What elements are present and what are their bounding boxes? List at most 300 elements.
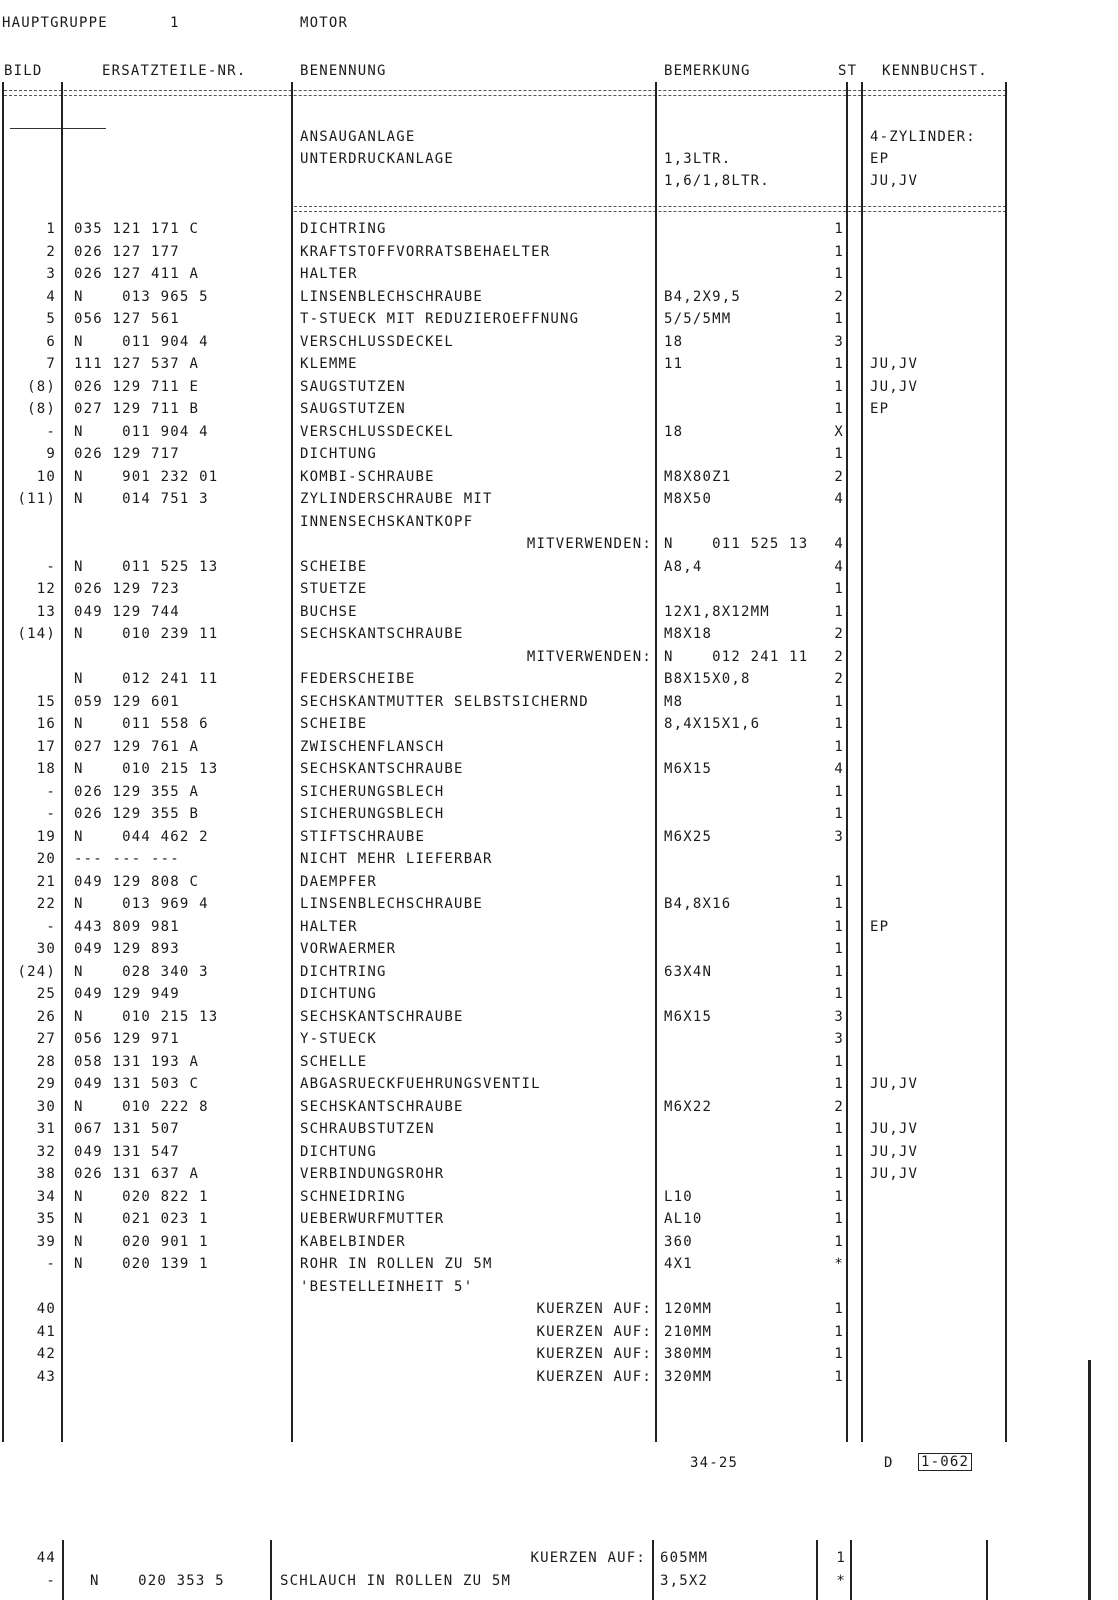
group-label: HAUPTGRUPPE bbox=[2, 15, 108, 31]
cell-benennung: INNENSECHSKANTKOPF bbox=[300, 513, 474, 530]
cell-benennung: KLEMME bbox=[300, 356, 358, 372]
cell-part-number: N 010 215 13 bbox=[74, 761, 219, 777]
cell-quantity: 1 bbox=[834, 1211, 844, 1227]
cell-bild: - bbox=[46, 783, 56, 800]
cell-bild: - bbox=[46, 918, 56, 935]
cell-bild: 38 bbox=[36, 1166, 56, 1182]
cell-bild: 30 bbox=[36, 1098, 56, 1115]
cell-benennung: HALTER bbox=[300, 266, 358, 282]
table-row bbox=[0, 1300, 1010, 1322]
cell-benennung: T-STUECK MIT REDUZIEROEFFNUNG bbox=[300, 311, 580, 327]
cell-bemerkung: M6X25 bbox=[664, 828, 713, 845]
cell-benennung: KUERZEN AUF: bbox=[536, 1346, 652, 1362]
cell-benennung: DICHTUNG bbox=[300, 986, 378, 1002]
cell-benennung: LINSENBLECHSCHRAUBE bbox=[300, 896, 483, 912]
cell-benennung: SICHERUNGSBLECH bbox=[300, 806, 445, 822]
cell-benennung: DAEMPFER bbox=[300, 873, 378, 890]
column-header-st: ST bbox=[838, 63, 858, 79]
cell-bemerkung: M6X15 bbox=[664, 1008, 713, 1025]
cell-quantity: X bbox=[834, 423, 844, 440]
cell-bemerkung: M8X18 bbox=[664, 626, 713, 642]
cell-kennbuchst: JU,JV bbox=[870, 1143, 919, 1160]
cell-bemerkung: 18 bbox=[664, 333, 684, 350]
table-row bbox=[0, 580, 1010, 602]
cell-bemerkung: 18 bbox=[664, 423, 684, 440]
cell-bild: 26 bbox=[36, 1008, 56, 1025]
cell-benennung: FEDERSCHEIBE bbox=[300, 671, 416, 687]
cell-quantity: 3 bbox=[834, 333, 844, 350]
cell-bild: 27 bbox=[36, 1031, 56, 1047]
cell-kennbuchst: JU,JV bbox=[870, 1121, 919, 1137]
cell-benennung: DICHTRING bbox=[300, 963, 387, 980]
column-header-benennung: BENENNUNG bbox=[300, 63, 387, 79]
cell-bemerkung: 380MM bbox=[664, 1346, 713, 1362]
cell-quantity: 1 bbox=[834, 941, 844, 957]
table-row bbox=[0, 288, 1010, 310]
group-number: 1 bbox=[170, 15, 180, 31]
cell-quantity: 1 bbox=[834, 1323, 844, 1340]
cell-quantity: 1 bbox=[834, 693, 844, 710]
table-row bbox=[0, 1210, 1010, 1232]
cell-bemerkung: M6X15 bbox=[664, 761, 713, 777]
cell-part-number: N 020 139 1 bbox=[74, 1256, 209, 1272]
table-row bbox=[0, 985, 1010, 1007]
cell-bild: 31 bbox=[36, 1121, 56, 1137]
cell-bild: 13 bbox=[36, 603, 56, 620]
cell-quantity: 2 bbox=[834, 468, 844, 485]
cell-part-number: 027 129 761 A bbox=[74, 738, 200, 755]
table-row bbox=[0, 1030, 1010, 1052]
cell-quantity: 1 bbox=[834, 896, 844, 912]
cell-benennung: 'BESTELLEINHEIT 5' bbox=[300, 1278, 474, 1295]
cell-benennung: MITVERWENDEN: bbox=[526, 536, 652, 552]
section-tick-line bbox=[10, 128, 106, 129]
cell-quantity: 1 bbox=[834, 266, 844, 282]
table-row bbox=[0, 468, 1010, 490]
cell-part-number: N 011 904 4 bbox=[74, 333, 209, 350]
cell-bemerkung: 360 bbox=[664, 1233, 693, 1250]
cell-quantity: 1 bbox=[834, 1166, 844, 1182]
cell-bemerkung: A8,4 bbox=[664, 558, 703, 575]
language-code: D bbox=[884, 1455, 894, 1471]
cell-bemerkung: 605MM bbox=[660, 1550, 709, 1566]
table-row bbox=[0, 535, 1010, 557]
cell-part-number: N 010 215 13 bbox=[74, 1008, 219, 1025]
cell-bemerkung: 120MM bbox=[664, 1301, 713, 1317]
cell-part-number: 026 131 637 A bbox=[74, 1166, 200, 1182]
section-title-2: UNTERDRUCKANLAGE bbox=[300, 151, 455, 167]
section-double-rule bbox=[294, 206, 1006, 212]
cell-part-number: 026 129 355 B bbox=[74, 806, 200, 822]
cell-kennbuchst: JU,JV bbox=[870, 378, 919, 395]
cell-benennung: LINSENBLECHSCHRAUBE bbox=[300, 288, 483, 305]
cell-part-number: 443 809 981 bbox=[74, 918, 180, 935]
table-row bbox=[0, 1233, 1010, 1255]
cell-part-number: 035 121 171 C bbox=[74, 221, 200, 237]
cell-quantity: 3 bbox=[834, 828, 844, 845]
cell-quantity: 1 bbox=[834, 378, 844, 395]
section-title-1: ANSAUGANLAGE bbox=[300, 129, 416, 145]
table-row bbox=[0, 1572, 1010, 1594]
table-row bbox=[0, 918, 1010, 940]
cell-bild: 21 bbox=[36, 873, 56, 890]
cell-benennung: KUERZEN AUF: bbox=[536, 1368, 652, 1385]
cell-part-number: 049 131 503 C bbox=[74, 1076, 200, 1092]
cell-benennung: SCHEIBE bbox=[300, 716, 368, 732]
cell-bild: 32 bbox=[36, 1143, 56, 1160]
cell-quantity: 1 bbox=[834, 1053, 844, 1070]
cell-part-number: 049 129 949 bbox=[74, 986, 180, 1002]
cell-bemerkung: M8X50 bbox=[664, 491, 713, 507]
cell-benennung: KUERZEN AUF: bbox=[530, 1550, 646, 1566]
cell-part-number: N 901 232 01 bbox=[74, 468, 219, 485]
group-name: MOTOR bbox=[300, 15, 349, 31]
cell-bild: 34 bbox=[36, 1188, 56, 1205]
cell-benennung: Y-STUECK bbox=[300, 1031, 378, 1047]
cell-bild: 17 bbox=[36, 738, 56, 755]
cell-part-number: 049 129 893 bbox=[74, 941, 180, 957]
cell-part-number: 049 131 547 bbox=[74, 1143, 180, 1160]
column-header-bemerkung: BEMERKUNG bbox=[664, 63, 751, 79]
cell-part-number: N 020 822 1 bbox=[74, 1188, 209, 1205]
cell-part-number: N 021 023 1 bbox=[74, 1211, 209, 1227]
cell-benennung: KUERZEN AUF: bbox=[536, 1301, 652, 1317]
cell-bild: 35 bbox=[36, 1211, 56, 1227]
cell-part-number: 026 129 355 A bbox=[74, 783, 200, 800]
cell-bild: (14) bbox=[17, 626, 56, 642]
cell-part-number: 026 129 711 E bbox=[74, 378, 200, 395]
cell-part-number: 026 129 723 bbox=[74, 581, 180, 597]
cell-benennung: BUCHSE bbox=[300, 603, 358, 620]
cell-quantity: 2 bbox=[834, 648, 844, 665]
table-row bbox=[0, 1278, 1010, 1300]
section-remark-1: 1,3LTR. bbox=[664, 151, 732, 167]
cell-benennung: SCHRAUBSTUTZEN bbox=[300, 1121, 435, 1137]
cell-quantity: 1 bbox=[834, 243, 844, 260]
cell-benennung: SECHSKANTSCHRAUBE bbox=[300, 1098, 464, 1115]
cell-quantity: 1 bbox=[834, 986, 844, 1002]
cell-benennung: ZYLINDERSCHRAUBE MIT bbox=[300, 491, 493, 507]
cell-bemerkung: AL10 bbox=[664, 1211, 703, 1227]
table-row bbox=[0, 625, 1010, 647]
cell-benennung: SECHSKANTMUTTER SELBSTSICHERND bbox=[300, 693, 589, 710]
table-row bbox=[0, 693, 1010, 715]
cell-bild: 18 bbox=[36, 761, 56, 777]
cell-bild: 1 bbox=[46, 221, 56, 237]
cell-benennung: SCHELLE bbox=[300, 1053, 368, 1070]
table-row bbox=[0, 1255, 1010, 1277]
section-code-1: 4-ZYLINDER: bbox=[870, 129, 976, 145]
cell-benennung: DICHTUNG bbox=[300, 1143, 378, 1160]
cell-quantity: 4 bbox=[834, 558, 844, 575]
cell-benennung: VORWAERMER bbox=[300, 941, 397, 957]
cell-bemerkung: 8,4X15X1,6 bbox=[664, 716, 761, 732]
cell-part-number: 026 127 411 A bbox=[74, 266, 200, 282]
cell-benennung: SCHNEIDRING bbox=[300, 1188, 406, 1205]
table-row bbox=[0, 1098, 1010, 1120]
cell-benennung: VERSCHLUSSDECKEL bbox=[300, 333, 455, 350]
cell-quantity: * bbox=[836, 1572, 846, 1589]
cell-quantity: 1 bbox=[834, 603, 844, 620]
cell-bemerkung: M8 bbox=[664, 693, 684, 710]
cell-bild: 12 bbox=[36, 581, 56, 597]
cell-quantity: 1 bbox=[834, 1121, 844, 1137]
table-row bbox=[0, 490, 1010, 512]
table-row bbox=[0, 445, 1010, 467]
table-row bbox=[0, 1008, 1010, 1030]
cell-benennung: KABELBINDER bbox=[300, 1233, 406, 1250]
cell-benennung: SECHSKANTSCHRAUBE bbox=[300, 761, 464, 777]
cell-bild: 15 bbox=[36, 693, 56, 710]
cell-bemerkung: 5/5/5MM bbox=[664, 311, 732, 327]
cell-benennung: MITVERWENDEN: bbox=[526, 648, 652, 665]
cell-benennung: ZWISCHENFLANSCH bbox=[300, 738, 445, 755]
section-code-2: EP bbox=[870, 151, 890, 167]
cell-quantity: 1 bbox=[834, 806, 844, 822]
cell-part-number: N 010 222 8 bbox=[74, 1098, 209, 1115]
cell-part-number: N 028 340 3 bbox=[74, 963, 209, 980]
cell-bild: 10 bbox=[36, 468, 56, 485]
cell-benennung: DICHTRING bbox=[300, 221, 387, 237]
cell-bild: - bbox=[46, 806, 56, 822]
cell-benennung: SAUGSTUTZEN bbox=[300, 401, 406, 417]
cell-bild: - bbox=[46, 558, 56, 575]
table-row bbox=[0, 940, 1010, 962]
cell-part-number: 056 129 971 bbox=[74, 1031, 180, 1047]
cell-bemerkung: 4X1 bbox=[664, 1256, 693, 1272]
cell-quantity: 1 bbox=[834, 311, 844, 327]
cell-benennung: SAUGSTUTZEN bbox=[300, 378, 406, 395]
table-row bbox=[0, 963, 1010, 985]
cell-bemerkung: L10 bbox=[664, 1188, 693, 1205]
cell-benennung: SCHEIBE bbox=[300, 558, 368, 575]
cell-benennung: KRAFTSTOFFVORRATSBEHAELTER bbox=[300, 243, 551, 260]
table-row bbox=[0, 243, 1010, 265]
table-row bbox=[0, 378, 1010, 400]
cell-bemerkung: 320MM bbox=[664, 1368, 713, 1385]
table-row bbox=[0, 1368, 1010, 1390]
cell-benennung: SICHERUNGSBLECH bbox=[300, 783, 445, 800]
table-row bbox=[0, 670, 1010, 692]
cell-kennbuchst: JU,JV bbox=[870, 1166, 919, 1182]
cell-bemerkung: B8X15X0,8 bbox=[664, 671, 751, 687]
column-header-kennbuchst: KENNBUCHST. bbox=[882, 63, 988, 79]
cell-quantity: 2 bbox=[834, 671, 844, 687]
cell-quantity: 2 bbox=[834, 1098, 844, 1115]
cell-benennung: VERBINDUNGSROHR bbox=[300, 1166, 445, 1182]
cell-bild: 22 bbox=[36, 896, 56, 912]
cell-bild: 40 bbox=[36, 1301, 56, 1317]
cell-bemerkung: 12X1,8X12MM bbox=[664, 603, 770, 620]
cell-quantity: 3 bbox=[834, 1031, 844, 1047]
table-row bbox=[0, 783, 1010, 805]
table-row bbox=[0, 513, 1010, 535]
cell-benennung: SECHSKANTSCHRAUBE bbox=[300, 1008, 464, 1025]
table-row bbox=[0, 1323, 1010, 1345]
cell-part-number: 058 131 193 A bbox=[74, 1053, 200, 1070]
cell-benennung: VERSCHLUSSDECKEL bbox=[300, 423, 455, 440]
cell-quantity: 1 bbox=[834, 1233, 844, 1250]
cell-bemerkung: B4,8X16 bbox=[664, 896, 732, 912]
table-row bbox=[0, 828, 1010, 850]
cell-bemerkung: N 011 525 13 bbox=[664, 536, 809, 552]
cell-bemerkung: N 012 241 11 bbox=[664, 648, 809, 665]
cell-bemerkung: 63X4N bbox=[664, 963, 713, 980]
table-row bbox=[0, 355, 1010, 377]
cell-part-number: N 013 965 5 bbox=[74, 288, 209, 305]
cell-bild: 19 bbox=[36, 828, 56, 845]
cell-benennung: KUERZEN AUF: bbox=[536, 1323, 652, 1340]
cell-part-number: 026 127 177 bbox=[74, 243, 180, 260]
cell-part-number: N 014 751 3 bbox=[74, 491, 209, 507]
cell-bild: - bbox=[46, 423, 56, 440]
cell-quantity: 1 bbox=[834, 1346, 844, 1362]
table-row bbox=[0, 423, 1010, 445]
cell-part-number: N 044 462 2 bbox=[74, 828, 209, 845]
cell-benennung: STIFTSCHRAUBE bbox=[300, 828, 426, 845]
cell-part-number: N 010 239 11 bbox=[74, 626, 219, 642]
table-row bbox=[0, 805, 1010, 827]
cell-part-number: 049 129 808 C bbox=[74, 873, 200, 890]
cell-bild: - bbox=[46, 1572, 56, 1589]
cell-part-number: N 011 558 6 bbox=[74, 716, 209, 732]
cell-quantity: * bbox=[834, 1256, 844, 1272]
cell-benennung: ABGASRUECKFUEHRUNGSVENTIL bbox=[300, 1076, 541, 1092]
cell-quantity: 4 bbox=[834, 761, 844, 777]
cell-bild: 5 bbox=[46, 311, 56, 327]
cell-quantity: 3 bbox=[834, 1008, 844, 1025]
cell-part-number: 059 129 601 bbox=[74, 693, 180, 710]
cell-bemerkung: 11 bbox=[664, 356, 684, 372]
cell-bild: 4 bbox=[46, 288, 56, 305]
cell-quantity: 2 bbox=[834, 288, 844, 305]
table-row bbox=[0, 333, 1010, 355]
cell-bild: 3 bbox=[46, 266, 56, 282]
table-row bbox=[0, 265, 1010, 287]
cell-quantity: 1 bbox=[834, 1076, 844, 1092]
cell-bild: 30 bbox=[36, 941, 56, 957]
cell-part-number: 067 131 507 bbox=[74, 1121, 180, 1137]
cell-quantity: 1 bbox=[834, 963, 844, 980]
cell-kennbuchst: EP bbox=[870, 401, 890, 417]
table-row bbox=[0, 1053, 1010, 1075]
cell-part-number: N 011 904 4 bbox=[74, 423, 209, 440]
scan-edge-bar bbox=[1088, 1360, 1091, 1600]
cell-benennung: NICHT MEHR LIEFERBAR bbox=[300, 851, 493, 867]
cell-quantity: 1 bbox=[834, 356, 844, 372]
table-row bbox=[0, 400, 1010, 422]
table-row bbox=[0, 850, 1010, 872]
cell-quantity: 1 bbox=[834, 401, 844, 417]
cell-quantity: 1 bbox=[834, 221, 844, 237]
cell-part-number: N 020 353 5 bbox=[90, 1572, 225, 1589]
cell-bild: 42 bbox=[36, 1346, 56, 1362]
cell-bemerkung: 3,5X2 bbox=[660, 1572, 709, 1589]
header-double-rule bbox=[4, 90, 1006, 96]
cell-part-number: 111 127 537 A bbox=[74, 356, 200, 372]
cell-bild: 25 bbox=[36, 986, 56, 1002]
cell-bild: 9 bbox=[46, 446, 56, 462]
cell-bild: 16 bbox=[36, 716, 56, 732]
table-row bbox=[0, 895, 1010, 917]
cell-quantity: 2 bbox=[834, 626, 844, 642]
table-row bbox=[0, 1549, 1010, 1571]
cell-quantity: 4 bbox=[834, 491, 844, 507]
cell-quantity: 1 bbox=[834, 783, 844, 800]
cell-quantity: 1 bbox=[834, 1368, 844, 1385]
cell-part-number: 026 129 717 bbox=[74, 446, 180, 462]
cell-benennung: HALTER bbox=[300, 918, 358, 935]
cell-bild: (11) bbox=[17, 491, 56, 507]
cell-part-number: --- --- --- bbox=[74, 851, 180, 867]
cell-bild: 39 bbox=[36, 1233, 56, 1250]
cell-part-number: 049 129 744 bbox=[74, 603, 180, 620]
cell-part-number: N 012 241 11 bbox=[74, 671, 219, 687]
cell-kennbuchst: EP bbox=[870, 918, 890, 935]
table-row bbox=[0, 1075, 1010, 1097]
cell-bemerkung: M8X80Z1 bbox=[664, 468, 732, 485]
cell-bemerkung: 210MM bbox=[664, 1323, 713, 1340]
table-row bbox=[0, 310, 1010, 332]
cell-quantity: 4 bbox=[834, 536, 844, 552]
cell-bild: (24) bbox=[17, 963, 56, 980]
cell-quantity: 1 bbox=[834, 1143, 844, 1160]
column-header-bild: BILD bbox=[4, 63, 43, 79]
cell-benennung: DICHTUNG bbox=[300, 446, 378, 462]
cell-bemerkung: B4,2X9,5 bbox=[664, 288, 742, 305]
cell-benennung: STUETZE bbox=[300, 581, 368, 597]
cell-benennung: SCHLAUCH IN ROLLEN ZU 5M bbox=[280, 1572, 512, 1589]
cell-bild: 41 bbox=[36, 1323, 56, 1340]
cell-quantity: 1 bbox=[836, 1550, 846, 1566]
cell-benennung: ROHR IN ROLLEN ZU 5M bbox=[300, 1256, 493, 1272]
table-row bbox=[0, 1120, 1010, 1142]
cell-quantity: 1 bbox=[834, 581, 844, 597]
cell-bild: 20 bbox=[36, 851, 56, 867]
table-row bbox=[0, 873, 1010, 895]
cell-bild: 28 bbox=[36, 1053, 56, 1070]
cell-bild: 43 bbox=[36, 1368, 56, 1385]
cell-quantity: 1 bbox=[834, 446, 844, 462]
cell-part-number: N 011 525 13 bbox=[74, 558, 219, 575]
table-row bbox=[0, 760, 1010, 782]
cell-quantity: 1 bbox=[834, 873, 844, 890]
page-code: 1-062 bbox=[918, 1453, 972, 1471]
table-row bbox=[0, 1188, 1010, 1210]
cell-bild: (8) bbox=[27, 378, 56, 395]
cell-quantity: 1 bbox=[834, 1301, 844, 1317]
cell-bild: 2 bbox=[46, 243, 56, 260]
section-remark-2: 1,6/1,8LTR. bbox=[664, 173, 770, 189]
table-row bbox=[0, 738, 1010, 760]
page-reference: 34-25 bbox=[690, 1455, 739, 1471]
column-header-ersatzteile-nr: ERSATZTEILE-NR. bbox=[102, 63, 247, 79]
cell-quantity: 1 bbox=[834, 1188, 844, 1205]
table-row bbox=[0, 220, 1010, 242]
cell-bild: 7 bbox=[46, 356, 56, 372]
cell-quantity: 1 bbox=[834, 738, 844, 755]
cell-bild: 44 bbox=[36, 1550, 56, 1566]
cell-kennbuchst: JU,JV bbox=[870, 1076, 919, 1092]
table-row bbox=[0, 648, 1010, 670]
cell-part-number: 056 127 561 bbox=[74, 311, 180, 327]
section-code-3: JU,JV bbox=[870, 173, 919, 189]
cell-kennbuchst: JU,JV bbox=[870, 356, 919, 372]
table-row bbox=[0, 1143, 1010, 1165]
cell-part-number: 027 129 711 B bbox=[74, 401, 200, 417]
cell-benennung: SECHSKANTSCHRAUBE bbox=[300, 626, 464, 642]
cell-bild: (8) bbox=[27, 401, 56, 417]
